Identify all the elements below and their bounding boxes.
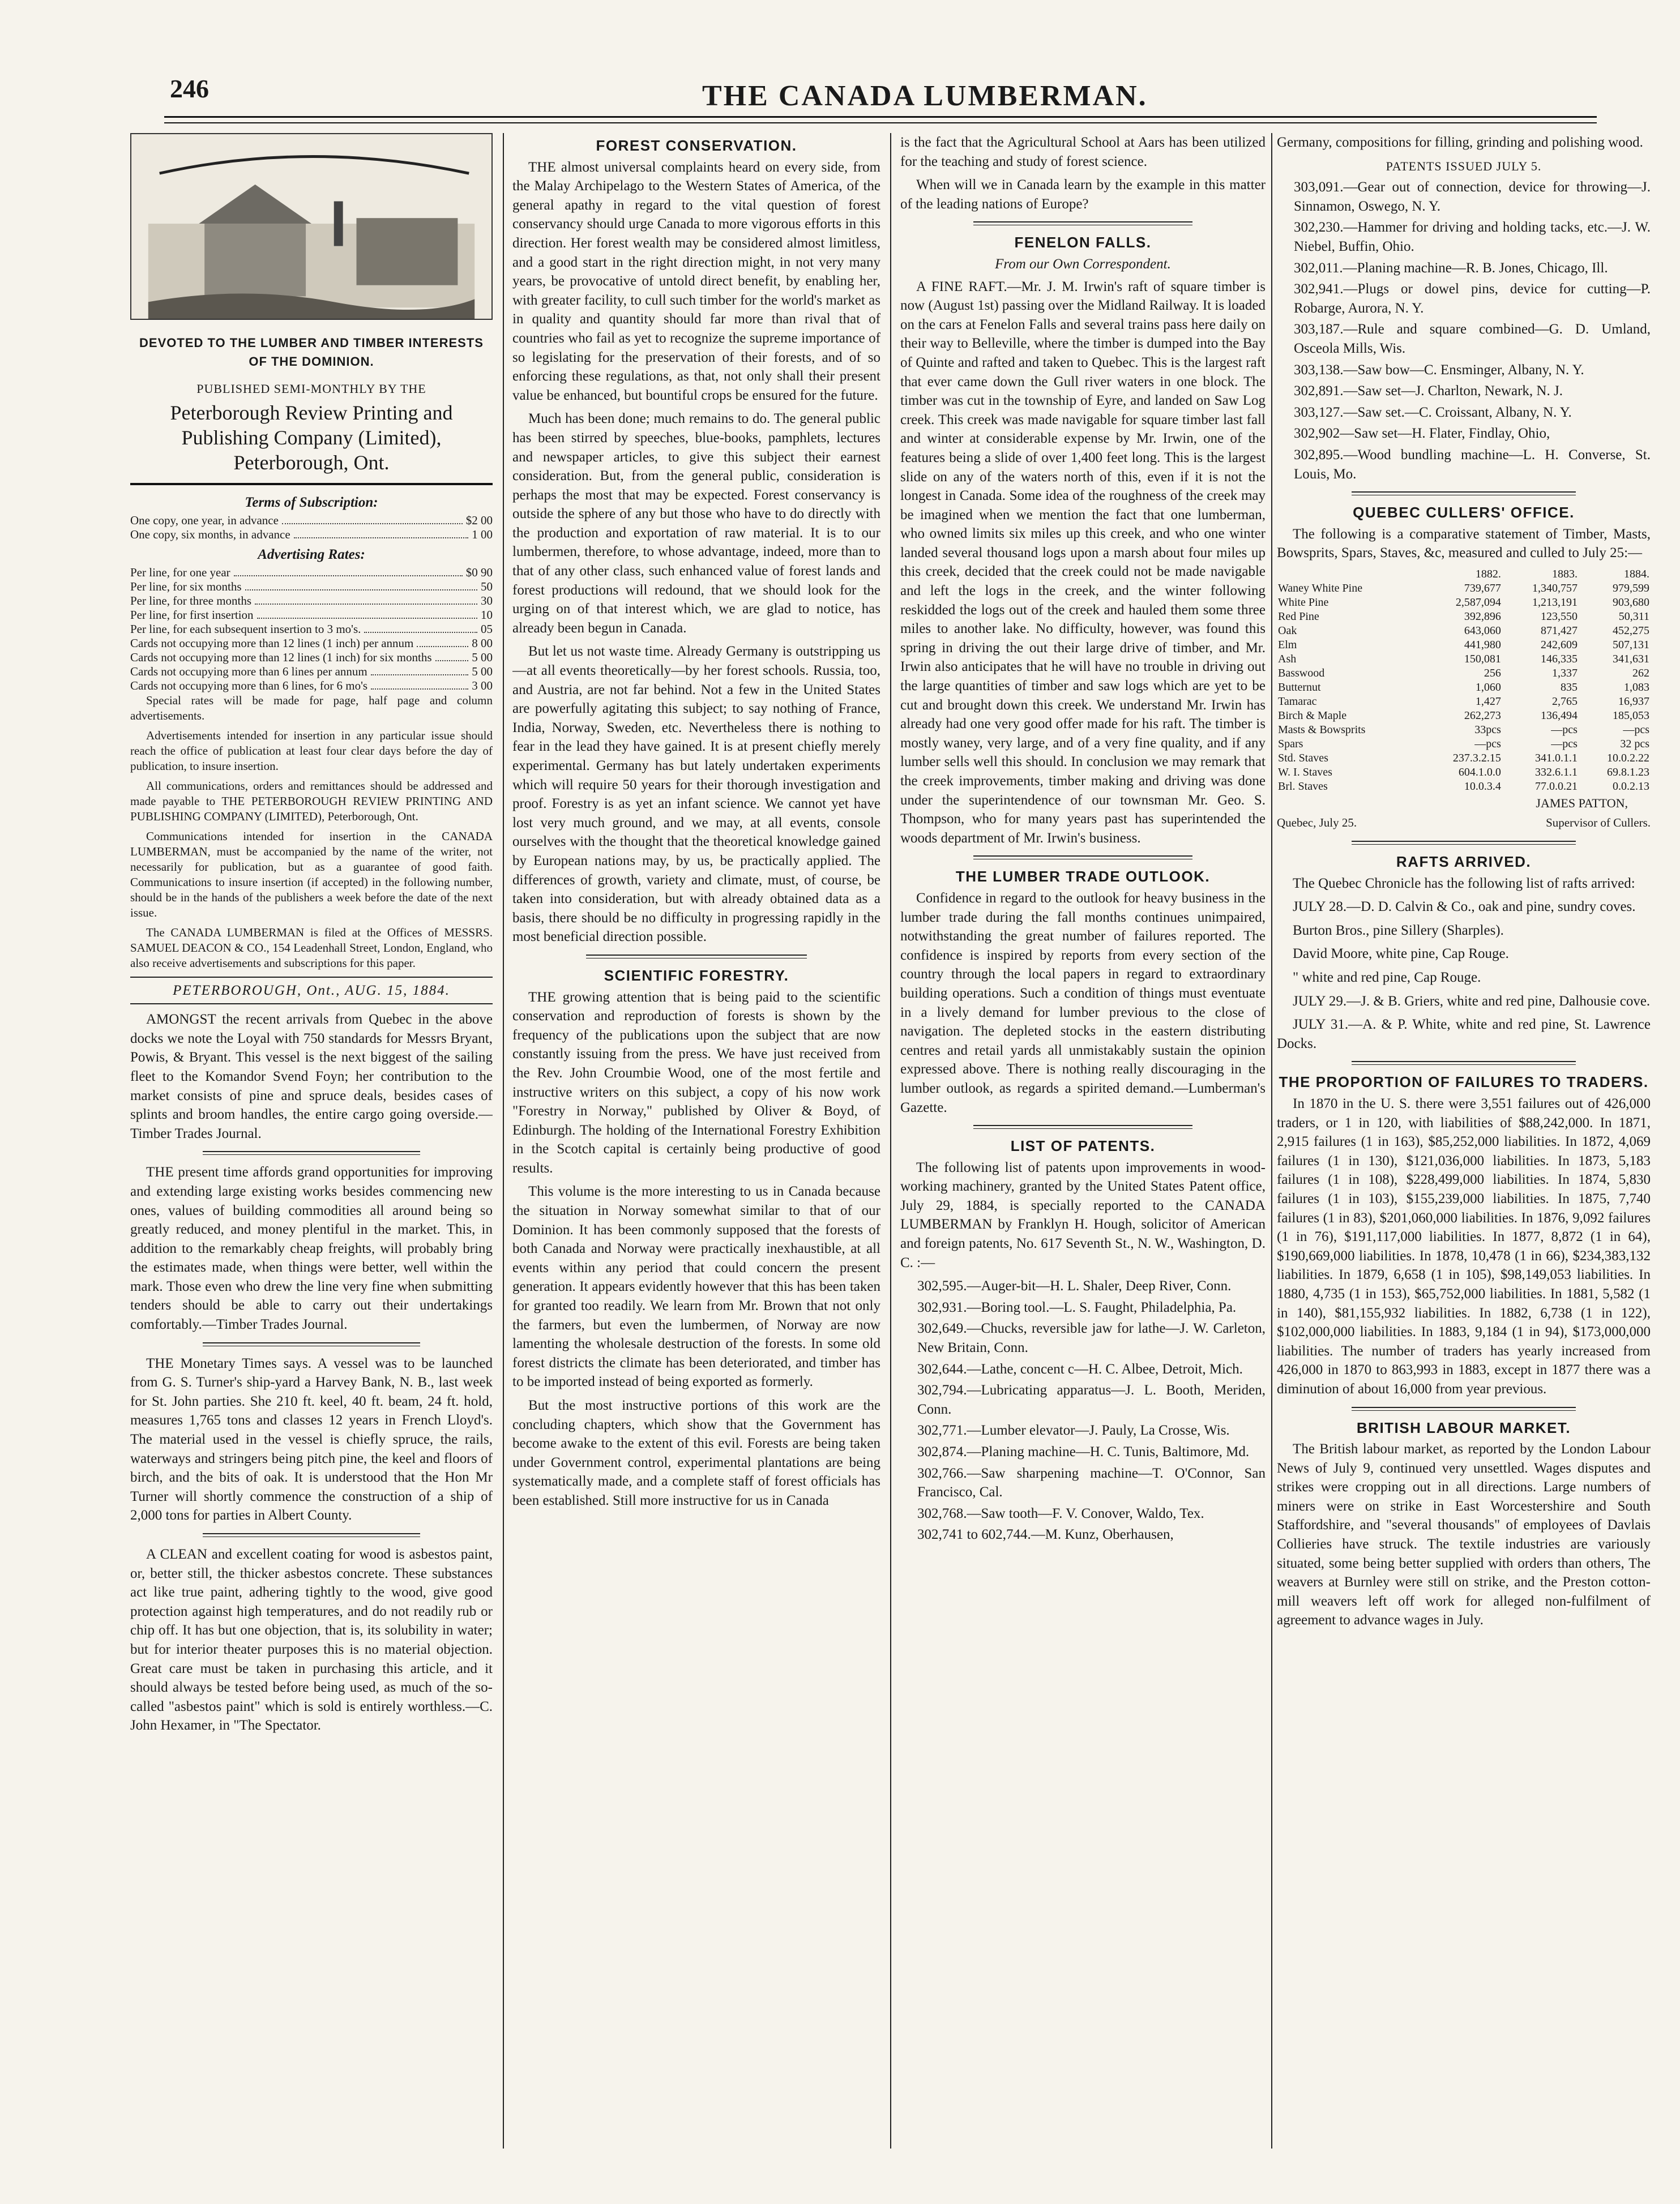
rate-price: 10 (481, 607, 493, 622)
table-cell: Brl. Staves (1278, 780, 1328, 793)
table-cell: Ash (1278, 652, 1297, 665)
raft-item: JULY 29.—J. & B. Griers, white and red pine, Dalhousie cove. (1293, 993, 1651, 1009)
raft-item: David Moore, white pine, Cap Rouge. (1293, 946, 1509, 962)
divider (1352, 841, 1576, 845)
patent-item: 302,874.—Planing machine—H. C. Tunis, Baltimore, Md. (917, 1444, 1250, 1460)
dateline: PETERBOROUGH, Ont., AUG. 15, 1884. (130, 977, 493, 1005)
article-paragraph: THE growing attention that is being paid to the scientific conservation and reproduction of forests is shown by the frequency of the publications upon the subject that are now constantly issuing from the press. We have just received from the Rev. John Croumbie Wood, one of the most fertile and instructive writers on this subject, a copy of his now work "Forestry in Norway," published by Oliver & Boyd, of Edinburgh. The holding of the International Forestry Exhibition in the Scotch capital is certainly being productive of good results. (512, 989, 880, 1176)
table-cell: 643,060 (1464, 624, 1501, 637)
table-row (1277, 610, 1651, 624)
patent-item: 302,794.—Lubricating apparatus—J. L. Booth, Meriden, Conn. (917, 1383, 1266, 1417)
section-heading: FOREST CONSERVATION. (596, 137, 797, 154)
article-paragraph: This volume is the more interesting to us in Canada because the situation in Norway somewhat similar to that of our Dominion. It has been commonly supposed that the forests of both Canada and Norway were practically inexhaustible, at all events within any period that could concern the present generation. It appears evidently however that this has been taken for granted too readily. We learn from Mr. Brown that not only the farmers, but even the lumbermen, of Norway are now lamenting the wholesale destruction of the forests. In some old forest districts the climate has been deteriorated, and timber has to be imported instead of being exported as formerly. (512, 1184, 880, 1390)
patent-item: 302,902—Saw set—H. Flater, Findlay, Ohio, (1294, 426, 1550, 442)
patent-item: 302,941.—Plugs or dowel pins, device for cutting—P. Robarge, Aurora, N. Y. (1294, 281, 1651, 316)
raft-item: Burton Bros., pine Sillery (Sharples). (1293, 922, 1504, 938)
article-paragraph: In 1870 in the U. S. there were 3,551 failures out of 426,000 traders, or 1 in 120, with liabilities of $88,242,000. In 1871, 2,915 failures (1 in 163), $85,252,000 liabilities. In 1872, 4,069 failures (1 in 130), $121,036,000 liabilities. In 1873, 5,183 failures (1 in 108), $228,499,000 liabilities. In 1874, 5,830 failures (1 in 103), $155,239,000 liabilities. In 1875, 7,740 failures (1 in 83), $201,060,000 liabilities. In 1876, 9,092 failures (1 in 76), $191,117,000 liabilities. In 1877, 8,872 (1 in 64), $190,669,000 liabilities. In 1878, 10,478 (1 in 66), $234,383,132 liabilities. In 1879, 6,658 (1 in 105), $98,149,053 liabilities. In 1880, 4,735 (1 in 153), $65,752,000 liabilities. In 1881, 5,582 (1 in 140), $81,155,932 liabilities. In 1882, 6,738 (1 in 122), $102,000,000 liabilities. In 1883, 9,184 (1 in 94), $173,000,000 liabilities. The number of traders has yearly increased from 426,000 in 1870 to 863,993 in 1883, except in 1877 there was a diminution of about 16,000 from year previous. (1277, 1096, 1651, 1397)
table-cell: 77.0.0.21 (1534, 780, 1578, 793)
table-header: 1884. (1624, 567, 1649, 580)
raft-item: JULY 31.—A. & P. White, white and red pine, St. Lawrence Docks. (1277, 1017, 1651, 1051)
column-rule (503, 133, 504, 2149)
section-heading: FENELON FALLS. (1014, 234, 1152, 251)
rate-price: 30 (481, 593, 493, 607)
table-cell: 341,631 (1613, 652, 1649, 665)
signer-name: JAMES PATTON, (1536, 795, 1628, 810)
rate-line (130, 580, 493, 594)
patent-item: 302,766.—Saw sharpening machine—T. O'Connor, San Francisco, Cal. (917, 1465, 1266, 1500)
raft-item: JULY 28.—D. D. Calvin & Co., oak and pine, sundry coves. (1293, 899, 1636, 915)
article-paragraph: THE Monetary Times says. A vessel was to be launched from G. S. Turner's ship-yard a Harvey Bank, N. B., last week for St. John parties. She 210 ft. keel, 40 ft. beam, 24 ft. hold, measures 1,765 tons and classes 12 years in French Lloyd's. The material used in the vessel is chiefly spruce, the rails, waterways and stringers being pitch pine, the keel and floors of birch, and the bits of oak. It is understood that the Hon Mr Turner will shortly commence the construction of a ship of 2,000 tons for parties in Albert County. (130, 1355, 493, 1523)
column-4 (1277, 133, 1651, 2149)
rate-line (130, 650, 493, 665)
patent-item: 302,895.—Wood bundling machine—L. H. Converse, St. Louis, Mo. (1294, 447, 1651, 482)
table-cell: 262 (1632, 666, 1649, 679)
patent-item: 302,230.—Hammer for driving and holding tacks, etc.—J. W. Niebel, Buffin, Ohio. (1294, 220, 1651, 254)
rate-price: $2 00 (465, 513, 493, 527)
rate-label: Per line, for six months (130, 579, 242, 593)
table-cell: 871,427 (1540, 624, 1578, 637)
divider (1352, 1061, 1576, 1065)
patent-item: 303,127.—Saw set.—C. Croissant, Albany, N. Y. (1294, 404, 1572, 420)
table-cell: Elm (1278, 638, 1297, 651)
section-subheading: From our Own Correspondent. (995, 256, 1171, 272)
table-cell: 32 pcs (1620, 737, 1649, 750)
rate-label: Cards not occupying more than 6 lines per annum (130, 664, 367, 678)
published-by: PUBLISHED SEMI-MONTHLY BY THE (196, 381, 426, 396)
masthead-title: THE CANADA LUMBERMAN. (702, 80, 1148, 112)
divider (586, 955, 807, 958)
article-paragraph: But let us not waste time. Already Germany is outstripping us—at all events theoretically—by her forest schools. Russia, too, and Austria, are not far behind. Not a few in the United States are powerfully agitating this subject; to say nothing of France, India, Norway, Sweden, etc. Nevertheless there is nothing to fear in the lead they have gained. It is at present chiefly merely experimental. Germany has but lately undertaken experiments which will require 50 years for their thorough investigation and proof. Forestry is as yet an infant science. We cannot yet have lost very much ground, and we may, at all events, console ourselves with the thought that the theoretical knowledge gained by European nations may, by us, be practically applied. The differences of growth, variety and climate, must, of course, be taken into consideration, but with already obtained data as a basis, there should be no difficulty in progressing rapidly in the most beneficial direction possible. (512, 644, 880, 945)
article-paragraph: The following list of patents upon improvements in wood-working machinery, granted by the United States Patent office, July 29, 1884, is specially reported to the CANADA LUMBERMAN by Franklyn H. Hough, solicitor of American and foreign patents, No. 617 Seventh St., N. W., Washington, D. C. :— (900, 1159, 1266, 1270)
table-cell: —pcs (1551, 737, 1578, 750)
article-paragraph: The following is a comparative statement of Timber, Masts, Bowsprits, Spars, Staves, &c, measured and culled to July 25:— (1277, 526, 1651, 561)
patent-list (1277, 178, 1651, 483)
notice: Advertisements intended for insertion in any particular issue should reach the office of publication at least four clear days before the day of publication, to insure insertion. (130, 728, 493, 773)
tagline: DEVOTED TO THE LUMBER AND TIMBER INTERESTS OF THE DOMINION. (139, 335, 484, 369)
article-paragraph: THE present time affords grand opportunities for improving and extending large existing works besides commencing new ones, values of building commodities all around being so greatly reduced, and money plentiful in the market. This, in addition to the remarkably cheap freights, will probably bring the estimates made, when things were better, well within the mark. Those even who drew the line very fine when submitting tenders should be able to carry out their undertakings comfortably.—Timber Trades Journal. (130, 1165, 493, 1333)
table-cell: 33pcs (1474, 723, 1501, 736)
table-cell: 136,494 (1540, 709, 1578, 722)
column-3 (900, 133, 1266, 2149)
table-cell: White Pine (1278, 596, 1329, 609)
table-cell: Tamarac (1278, 695, 1317, 708)
advertising-heading: Advertising Rates: (258, 546, 365, 562)
table-row (1277, 581, 1651, 596)
article-paragraph: is the fact that the Agricultural School at Aars has been utilized for the teaching and study of forest science. (900, 135, 1266, 169)
notice: Communications intended for insertion in the CANADA LUMBERMAN, must be accompanied by the name of the writer, not necessarily for publication, but as a guarantee of good faith. Communications to insure insertion (if accepted) in the following number, should be in the hands of the publishers a week before the date of the next issue. (130, 829, 493, 919)
article-paragraph: When will we in Canada learn by the example in this matter of the leading nations of Europe? (900, 177, 1266, 212)
table-cell: 2,765 (1551, 695, 1578, 708)
rate-line (130, 665, 493, 679)
signer-place: Quebec, July 25. (1277, 816, 1357, 830)
rate-line (130, 679, 493, 693)
table-row (1277, 751, 1651, 765)
table-cell: Butternut (1278, 681, 1321, 694)
table-row (1277, 624, 1651, 638)
section-heading: THE LUMBER TRADE OUTLOOK. (955, 868, 1211, 885)
table-row (1277, 723, 1651, 737)
divider (1352, 491, 1576, 495)
divider (973, 855, 1192, 859)
table-cell: 835 (1560, 681, 1578, 694)
table-cell: 739,677 (1464, 581, 1501, 594)
divider (973, 221, 1192, 225)
raft-item: " white and red pine, Cap Rouge. (1293, 970, 1481, 986)
page-number: 246 (170, 74, 209, 103)
patent-item: 302,595.—Auger-bit—H. L. Shaler, Deep River, Conn. (917, 1278, 1232, 1294)
header-rule (164, 116, 1597, 123)
rate-price: 50 (481, 579, 493, 593)
rate-line (130, 636, 493, 650)
table-cell: Oak (1278, 624, 1297, 637)
patent-item: 302,741 to 602,744.—M. Kunz, Oberhausen, (917, 1527, 1174, 1543)
table-cell: 1,083 (1624, 681, 1649, 694)
section-heading: LIST OF PATENTS. (1010, 1137, 1156, 1155)
column-rule (890, 133, 891, 2149)
table-cell: 69.8.1.23 (1607, 765, 1649, 778)
article-paragraph: A FINE RAFT.—Mr. J. M. Irwin's raft of square timber is now (August 1st) passing over the Midland Railway. It is loaded on the cars at Fenelon Falls and several trains pass here daily on their way to Belleville, where the timber is dumped into the Bay of Quinte and rafted and taken to Quebec. This is the largest raft that ever came down the Gull river waters in one block. The timber was cut in the township of Eyre, and landed on Saw Log creek. This creek was made navigable for square timber last fall and winter at considerable expense by Mr. Irwin, one of the features being a slide of over 1,400 feet long. This is the largest slide on any of the waters north of this, even if it is not the longest in Canada. Some idea of the roughness of the creek may be imagined when we mention the fact that one lumberman, who owned limits six miles up this creek, and who one winter landed several thousand logs upon a marsh about four miles up this creek, decided that the creek could not be made navigable and left the logs in the creek, and the winter following reskidded the logs out of the creek and hauled them some three miles to another lake. No difficulty, however, was found this spring in driving the out their large drive of timber, and Mr. Irwin also anticipates that he will have no trouble in driving out the large quantities of timber and saw logs which are yet to be cut and brought down this creek. We understand Mr. Irwin has already had one very good offer made for his raft. The timber is mostly waney, very large, and of a very fine quality, and if any lumber sells well this should. In conclusion we may remark that the creek improvements, timber making and driving was done under the superintendence of our townsman Mr. Geo. S. Thompson, who for many years past has superintended the woods department of Mr. Irwin's business. (900, 279, 1266, 846)
table-header (1277, 567, 1421, 581)
rate-label: One copy, one year, in advance (130, 513, 279, 527)
patent-item: 302,891.—Saw set—J. Charlton, Newark, N. J. (1294, 383, 1563, 399)
table-cell: —pcs (1551, 723, 1578, 736)
table-cell: 1,427 (1475, 695, 1501, 708)
table-row (1277, 652, 1651, 666)
table-cell: Waney White Pine (1278, 581, 1363, 594)
patent-item: 302,771.—Lumber elevator—J. Pauly, La Crosse, Wis. (917, 1423, 1230, 1439)
table-cell: 123,550 (1540, 610, 1578, 623)
rate-label: Per line, for first insertion (130, 607, 254, 622)
patent-item: 302,644.—Lathe, concent c—H. C. Albee, Detroit, Mich. (917, 1361, 1243, 1377)
rate-price: $0 90 (465, 565, 493, 579)
article-paragraph: The British labour market, as reported by the London Labour News of July 9, continued very unsettled. Wages disputes and strikes were cropping out in all directions. Large numbers of miners were on strike in East Worcestershire and South Staffordshire, and "several thousands" of employees of Davlais Collieries have struck. The textile industries are variously situated, some being better supplied with orders than others, The weavers at Burnley were still on strike, and the Preston cotton-mill weavers left off work for alleged non-fulfilment of agreement to advance wages in July. (1277, 1441, 1651, 1628)
rate-label: Cards not occupying more than 12 lines (1 inch) for six months (130, 650, 432, 664)
table-row (1277, 695, 1651, 709)
table-cell: 903,680 (1613, 596, 1649, 609)
table-cell: Birch & Maple (1278, 709, 1347, 722)
table-cell: 332.6.1.1 (1534, 765, 1578, 778)
table-cell: 237.3.2.15 (1452, 751, 1501, 764)
table-cell: 441,980 (1464, 638, 1501, 651)
table-cell: Basswood (1278, 666, 1325, 679)
table-row (1277, 596, 1651, 610)
table-cell: 604.1.0.0 (1458, 765, 1501, 778)
table-cell: 979,599 (1613, 581, 1649, 594)
article-paragraph: The Quebec Chronicle has the following list of rafts arrived: (1293, 875, 1635, 891)
table-cell: 256 (1484, 666, 1501, 679)
table-cell: 262,273 (1464, 709, 1501, 722)
table-cell: 1,337 (1551, 666, 1578, 679)
table-row (1277, 780, 1651, 794)
table-header: 1883. (1551, 567, 1578, 580)
rate-label: One copy, six months, in advance (130, 527, 290, 541)
table-cell: W. I. Staves (1278, 765, 1332, 778)
terms-heading: Terms of Subscription: (245, 495, 378, 511)
table-row (1277, 681, 1651, 695)
special-rates: Special rates will be made for page, half page and column advertisements. (130, 693, 493, 722)
column-1 (130, 133, 493, 2149)
rate-line (130, 608, 493, 622)
table-row (1277, 737, 1651, 751)
table-cell: 146,335 (1540, 652, 1578, 665)
table-cell: 452,275 (1613, 624, 1649, 637)
rate-label: Cards not occupying more than 6 lines, for 6 mo's (130, 678, 368, 692)
table-cell: 2,587,094 (1455, 596, 1501, 609)
table-cell: 242,609 (1540, 638, 1578, 651)
table-cell: Spars (1278, 737, 1303, 750)
table-cell: 507,131 (1613, 638, 1649, 651)
table-row (1277, 638, 1651, 652)
patent-item: 303,138.—Saw bow—C. Ensminger, Albany, N. Y. (1294, 362, 1584, 378)
table-row (1277, 765, 1651, 780)
column-2 (512, 133, 880, 2149)
article-paragraph: Germany, compositions for filling, grinding and polishing wood. (1277, 135, 1643, 150)
table-cell: 1,340,757 (1532, 581, 1578, 594)
divider (203, 1151, 420, 1155)
section-heading: THE PROPORTION OF FAILURES TO TRADERS. (1279, 1073, 1649, 1091)
patent-item: 302,011.—Planing machine—R. B. Jones, Chicago, Ill. (1294, 260, 1608, 276)
section-heading: QUEBEC CULLERS' OFFICE. (1353, 504, 1575, 521)
table-cell: 1,213,191 (1532, 596, 1578, 609)
signer-title: Supervisor of Cullers. (1546, 816, 1651, 830)
table-cell: 1,060 (1475, 681, 1501, 694)
table-cell: Red Pine (1278, 610, 1319, 623)
rate-price: 5 00 (472, 664, 493, 678)
table-cell: Masts & Bowsprits (1278, 723, 1366, 736)
table-row (1277, 709, 1651, 723)
patent-list (900, 1277, 1266, 1544)
publisher-name: Peterborough Review Printing and Publishing Company (Limited), Peterborough, Ont. (170, 401, 453, 474)
divider (203, 1533, 420, 1537)
patent-item: 302,931.—Boring tool.—L. S. Faught, Philadelphia, Pa. (917, 1299, 1237, 1315)
table-cell: 10.0.2.22 (1607, 751, 1649, 764)
rate-label: Cards not occupying more than 12 lines (1 inch) per annum (130, 636, 414, 650)
rate-line (130, 528, 493, 542)
section-heading: RAFTS ARRIVED. (1396, 853, 1532, 871)
table-cell: 50,311 (1618, 610, 1649, 623)
rate-label: Per line, for each subsequent insertion to 3 mo's. (130, 622, 361, 636)
patent-item: 303,091.—Gear out of connection, device for throwing—J. Sinnamon, Oswego, N. Y. (1294, 179, 1651, 214)
rate-price: 3 00 (472, 678, 493, 692)
cullers-table (1277, 567, 1651, 794)
patent-item: 302,649.—Chucks, reversible jaw for lathe—J. W. Carleton, New Britain, Conn. (917, 1321, 1266, 1356)
patents-issued-heading: PATENTS ISSUED JULY 5. (1386, 159, 1542, 173)
rate-price: 8 00 (472, 636, 493, 650)
rate-line (130, 513, 493, 528)
rate-line (130, 594, 493, 608)
rate-price: 05 (481, 622, 493, 636)
section-heading: BRITISH LABOUR MARKET. (1356, 1419, 1571, 1436)
table-cell: 341.0.1.1 (1534, 751, 1578, 764)
table-cell: —pcs (1474, 737, 1501, 750)
patent-item: 303,187.—Rule and square combined—G. D. Umland, Osceola Mills, Wis. (1294, 322, 1651, 356)
masthead-logo (130, 133, 493, 320)
article-paragraph: A CLEAN and excellent coating for wood is asbestos paint, or, better still, the thicker asbestos concrete. These substances act like true paint, adhering tightly to the wood, give good protection against high temperatures, and do not readily rub or chip off. It has but one objection, that is, its solubility in water; but for interior theater purposes this is no material objection. Great care must be taken in purchasing this article, and it should always be tested before being used, as much of the so-called "asbestos paint" which is sold is entirely worthless.—C. John Hexamer, in "The Spectator. (130, 1547, 493, 1734)
patent-item: 302,768.—Saw tooth—F. V. Conover, Waldo, Tex. (917, 1505, 1204, 1521)
table-cell: 16,937 (1618, 695, 1649, 708)
article-paragraph: AMONGST the recent arrivals from Quebec in the above docks we note the Loyal with 750 standards for Messrs Bryant, Powis, & Bryant. This vessel is the next biggest of the sailing fleet to the Komandor Svend Foyn; her contribution to the market consists of pine and spruce deals, besides cases of splints and broom handles, the entire cargo going overside.—Timber Trades Journal. (130, 1012, 493, 1141)
table-row (1277, 666, 1651, 681)
table-cell: 10.0.3.4 (1464, 780, 1501, 793)
column-rule (1271, 133, 1272, 2149)
table-cell: 392,896 (1464, 610, 1501, 623)
table-cell: 0.0.2.13 (1613, 780, 1649, 793)
rate-price: 5 00 (472, 650, 493, 664)
article-paragraph: THE almost universal complaints heard on every side, from the Malay Archipelago to the Western States of America, of the general apathy in regard to the vital question of forest conservancy should urge Canada to more vigorous efforts in this direction. Her forest wealth may be considered almost limitless, and a good start in the right direction might, in not very many years, be provocative of untold direct benefit, by enabling her, with greater facility, to cull such timber for the world's market as in quality and quantity should far more than rival that of countries who fail as yet to recognize the supreme importance of so legislating for the preservation of their forests, and of so enforcing these regulations, as that, not only shall their present value be enhanced, but bountiful crops be ensured for the future. (512, 159, 880, 403)
rate-price: 1 00 (472, 527, 493, 541)
table-header-row (1277, 567, 1651, 581)
table-header: 1882. (1475, 567, 1501, 580)
section-heading: SCIENTIFIC FORESTRY. (604, 966, 789, 984)
divider (973, 1125, 1192, 1129)
divider (203, 1342, 420, 1346)
divider (1352, 1407, 1576, 1411)
article-paragraph: But the most instructive portions of this work are the concluding chapters, which show that the Government has become awake to the extent of this evil. Forests are being taken under Government control, experimental plantations are being systematically made, and a complete staff of forest officials has been established. Still more instructive for us in Canada (512, 1398, 880, 1508)
article-paragraph: Much has been done; much remains to do. The general public has been stirred by speeches, blue-books, pamphlets, lectures and newspaper articles, to give this subject their earnest consideration. But, from the general public, consideration is perhaps the most that may be expected. Forest conservancy is outside the sphere of any but those who have to do directly with the production and exportation of raw material. It is to our lumbermen, therefore, to whose advantage, indeed, more than to that of any other class, such enhanced value of forest lands and forest productions will redound, that we should look for the urging on of that interest which, we are glad to notice, has already been begun in Canada. (512, 411, 880, 636)
notice: All communications, orders and remittances should be addressed and made payable to THE PETERBOROUGH REVIEW PRINTING AND PUBLISHING COMPANY (LIMITED), Peterborough, Ont. (130, 778, 493, 823)
rate-label: Per line, for three months (130, 593, 252, 607)
rate-label: Per line, for one year (130, 565, 230, 579)
table-cell: Std. Staves (1278, 751, 1328, 764)
divider (130, 483, 493, 485)
table-cell: —pcs (1623, 723, 1649, 736)
rate-line (130, 566, 493, 580)
rate-line (130, 622, 493, 636)
table-cell: 185,053 (1613, 709, 1649, 722)
notice: The CANADA LUMBERMAN is filed at the Offices of MESSRS. SAMUEL DEACON & CO., 154 Leadenhall Street, London, England, who also receive advertisements and subscriptions for this paper. (130, 925, 493, 970)
signature-line (1277, 814, 1651, 833)
table-cell: 150,081 (1464, 652, 1501, 665)
article-paragraph: Confidence in regard to the outlook for heavy business in the lumber trade during the fall months continues unimpaired, notwithstanding the great number of failures reported. The confidence is inspired by reports from every section of the country through the local papers in regard to extraordinary building operations. Such a condition of things must eventuate in a lively demand for lumber previous to the close of navigation. The depleted stocks in the eastern distributing centres and retail yards all unmistakably sustain the opinion expressed above. There is nothing really discouraging in the lumber outlook, as regards a spirited demand.—Lumberman's Gazette. (900, 890, 1266, 1115)
